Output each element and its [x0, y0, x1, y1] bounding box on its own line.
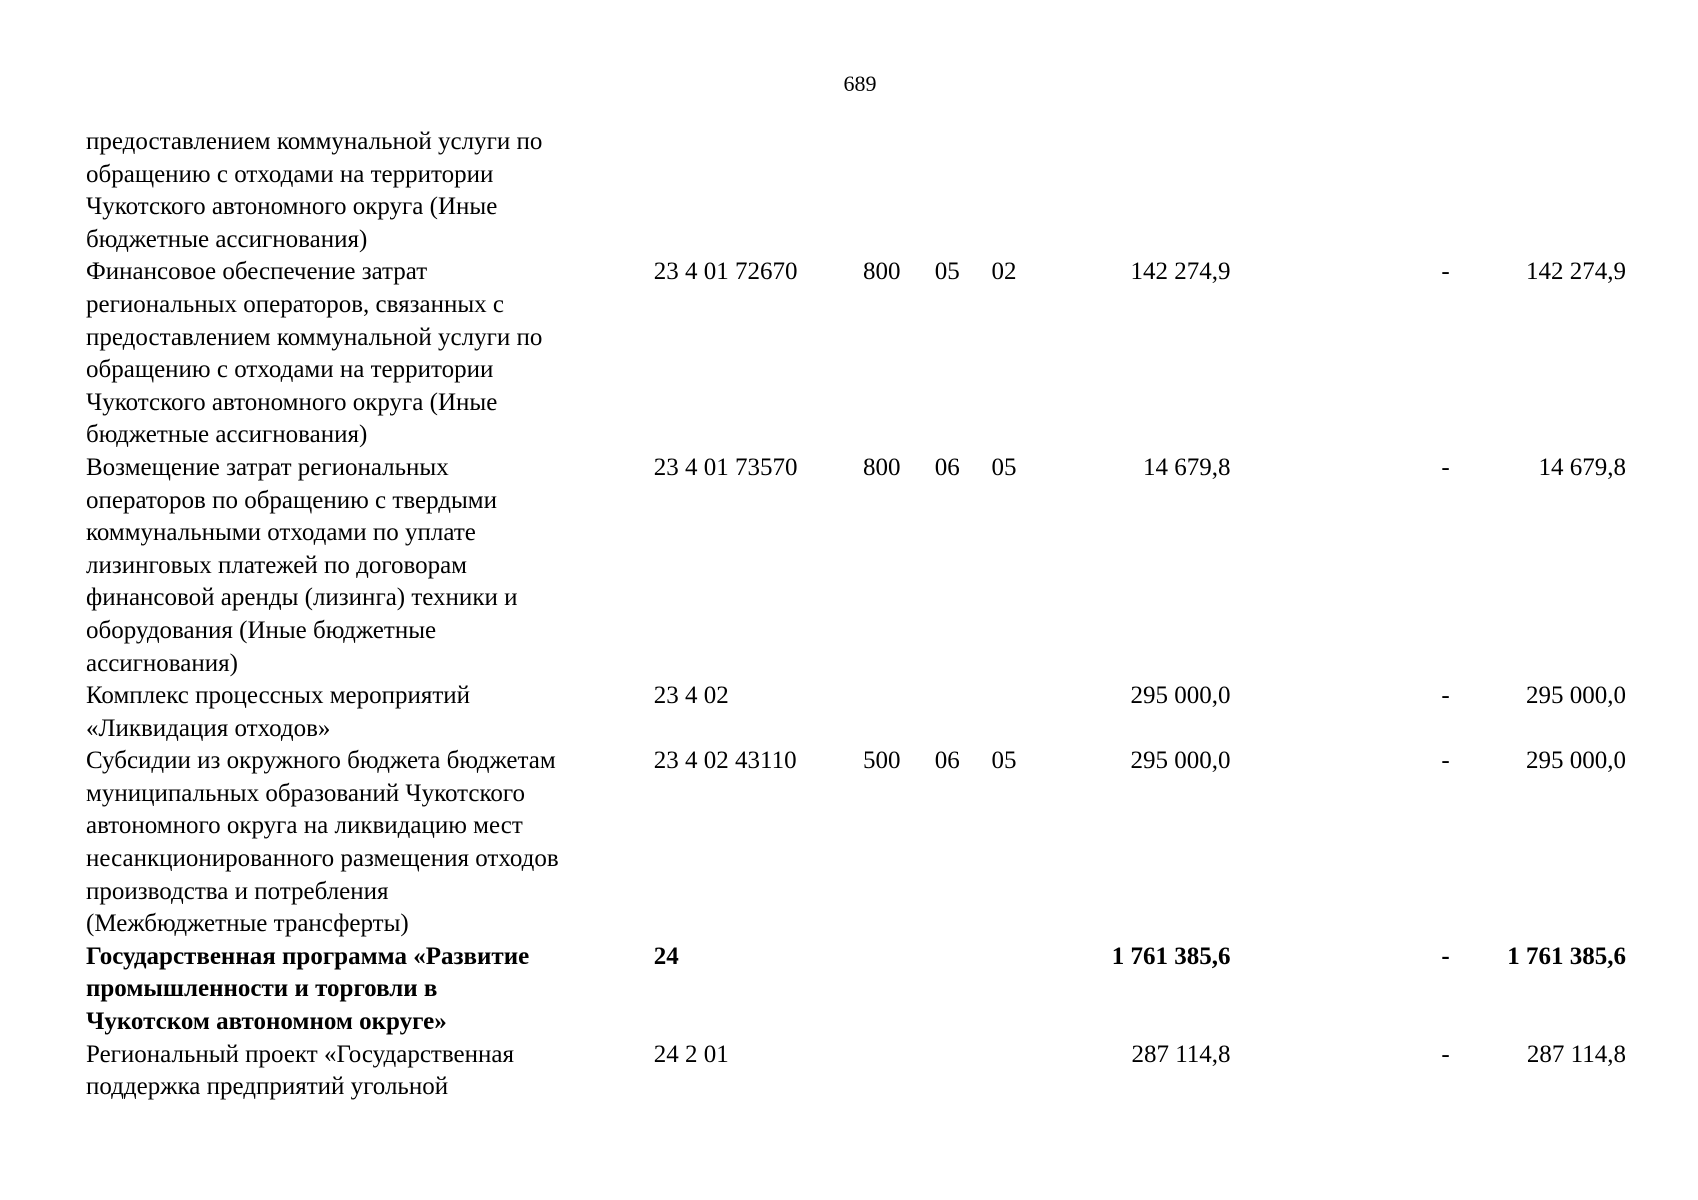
- table-row: [86, 1039, 1626, 1104]
- row-name-line: (Межбюджетные трансферты): [86, 910, 409, 938]
- row-subsection: 05: [991, 453, 1017, 481]
- row-amount-total: 295 000,0: [1525, 747, 1626, 775]
- row-name-line: финансовой аренды (лизинга) техники и: [86, 584, 518, 612]
- row-name: [86, 1039, 654, 1104]
- row-name-line: муниципальных образований Чукотского: [86, 779, 525, 807]
- row-name-line: оборудования (Иные бюджетные: [86, 616, 437, 644]
- row-name: [86, 745, 654, 941]
- row-expense-type: 800: [862, 453, 901, 481]
- table-row: [86, 941, 1626, 1039]
- row-name-line: бюджетные ассигнования): [86, 225, 368, 253]
- row-name-line: промышленности и торговли в: [86, 975, 438, 1003]
- row-name-line: ассигнования): [86, 649, 238, 677]
- row-name-line: Региональный проект «Государственная: [86, 1040, 514, 1068]
- row-name: [86, 941, 654, 1039]
- row-name-line: региональных операторов, связанных с: [86, 290, 504, 318]
- row-name: [86, 680, 654, 745]
- row-amount-approved: 142 274,9: [1130, 258, 1231, 286]
- row-amount-change: -: [1441, 453, 1450, 481]
- row-name-line: лизинговых платежей по договорам: [86, 551, 467, 579]
- row-name-line: Возмещение затрат региональных: [86, 453, 449, 481]
- row-expense-type: 500: [862, 747, 901, 775]
- row-name-line: Чукотского автономного округа (Иные: [86, 388, 498, 416]
- row-name-line: обращению с отходами на территории: [86, 160, 494, 188]
- row-amount-change: -: [1441, 942, 1450, 970]
- row-amount-approved: 14 679,8: [1143, 453, 1231, 481]
- row-amount-approved: 295 000,0: [1130, 747, 1231, 775]
- row-name-line: бюджетные ассигнования): [86, 421, 368, 449]
- row-name-line: предоставлением коммунальной услуги по: [86, 323, 543, 351]
- budget-table: [86, 126, 1626, 1104]
- table-row: [86, 745, 1626, 941]
- row-subsection: 02: [991, 258, 1017, 286]
- row-amount-approved: 295 000,0: [1130, 682, 1231, 710]
- row-amount-total: 1 761 385,6: [1507, 942, 1626, 970]
- row-target-code: 23 4 01 72670: [653, 258, 798, 286]
- row-amount-change: -: [1441, 258, 1450, 286]
- row-name-line: Субсидии из окружного бюджета бюджетам: [86, 747, 556, 775]
- row-amount-total: 287 114,8: [1526, 1040, 1626, 1068]
- table-row: [86, 680, 1626, 745]
- row-amount-total: 142 274,9: [1525, 258, 1626, 286]
- row-name-line: коммунальными отходами по уплате: [86, 519, 476, 547]
- row-amount-total: 295 000,0: [1525, 682, 1626, 710]
- row-name: [86, 126, 654, 256]
- row-section: 06: [934, 453, 960, 481]
- row-name-line: Финансовое обеспечение затрат: [86, 258, 428, 286]
- row-target-code: 23 4 01 73570: [653, 453, 798, 481]
- row-name-line: обращению с отходами на территории: [86, 356, 494, 384]
- row-name-line: автономного округа на ликвидацию мест: [86, 812, 523, 840]
- row-name-line: несанкционированного размещения отходов: [86, 845, 559, 873]
- row-amount-change: -: [1441, 682, 1450, 710]
- row-target-code: 23 4 02 43110: [653, 747, 797, 775]
- row-name: [86, 256, 654, 452]
- row-target-code: 24 2 01: [653, 1040, 729, 1068]
- row-target-code: 23 4 02: [653, 682, 729, 710]
- row-target-code: 24: [653, 942, 679, 970]
- row-name-line: предоставлением коммунальной услуги по: [86, 128, 543, 155]
- row-name-line: поддержка предприятий угольной: [86, 1073, 449, 1101]
- row-amount-change: -: [1441, 1040, 1450, 1068]
- table-row: [86, 126, 1626, 256]
- row-section: 06: [934, 747, 960, 775]
- page-number: 689: [843, 71, 877, 96]
- row-name-line: Чукотском автономном округе»: [86, 1008, 447, 1036]
- row-name-line: «Ликвидация отходов»: [86, 714, 331, 742]
- row-name-line: Комплекс процессных мероприятий: [86, 682, 471, 710]
- row-amount-approved: 287 114,8: [1131, 1040, 1231, 1068]
- row-name-line: операторов по обращению с твердыми: [86, 486, 497, 514]
- row-name: [86, 452, 654, 680]
- row-expense-type: 800: [862, 258, 901, 286]
- row-subsection: 05: [991, 747, 1017, 775]
- row-section: 05: [934, 258, 960, 286]
- row-name-line: Государственная программа «Развитие: [86, 942, 530, 970]
- row-amount-approved: 1 761 385,6: [1111, 942, 1231, 970]
- table-row: [86, 256, 1626, 452]
- row-name-line: Чукотского автономного округа (Иные: [86, 193, 498, 221]
- row-amount-change: -: [1441, 747, 1450, 775]
- row-amount-total: 14 679,8: [1538, 453, 1626, 481]
- table-row: [86, 452, 1626, 680]
- row-name-line: производства и потребления: [86, 877, 389, 905]
